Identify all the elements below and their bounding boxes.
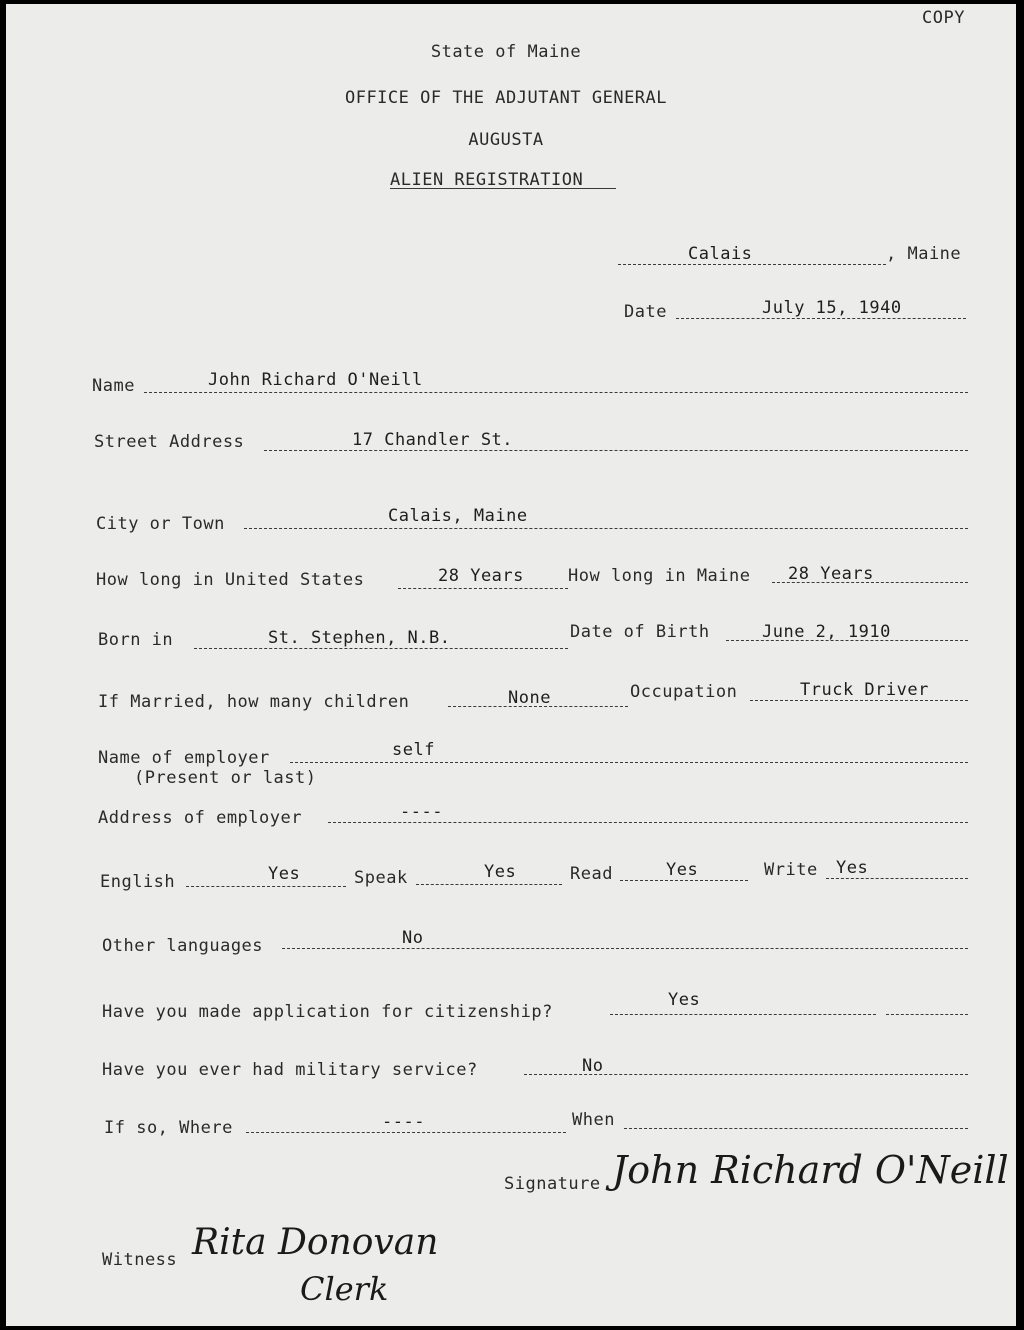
born-label: Born in bbox=[98, 630, 174, 650]
date-label: Date bbox=[624, 302, 667, 322]
form-title: ALIEN REGISTRATION bbox=[390, 170, 584, 190]
employer-line bbox=[290, 762, 968, 763]
us-years-value: 28 Years bbox=[438, 566, 524, 586]
write-line bbox=[826, 878, 968, 879]
born-line bbox=[194, 648, 568, 649]
children-line bbox=[448, 706, 628, 707]
place-line bbox=[618, 264, 886, 265]
witness-title: Clerk bbox=[300, 1270, 389, 1308]
employer-sublabel: (Present or last) bbox=[134, 768, 317, 788]
city-value: Calais, Maine bbox=[388, 506, 528, 526]
header-office: OFFICE OF THE ADJUTANT GENERAL bbox=[344, 88, 668, 108]
street-line bbox=[264, 450, 968, 451]
dob-line bbox=[726, 640, 968, 641]
me-years-value: 28 Years bbox=[788, 564, 874, 584]
me-years-label: How long in Maine bbox=[568, 566, 751, 586]
place-suffix: , Maine bbox=[886, 244, 962, 264]
employer-address-line bbox=[328, 822, 968, 823]
read-line bbox=[620, 880, 748, 881]
military-label: Have you ever had military service? bbox=[102, 1060, 478, 1080]
us-years-line bbox=[398, 588, 568, 589]
date-value: July 15, 1940 bbox=[762, 298, 902, 318]
children-label: If Married, how many children bbox=[98, 692, 410, 712]
witness-signature: Rita Donovan bbox=[192, 1222, 439, 1263]
write-label: Write bbox=[764, 860, 818, 880]
citizenship-value: Yes bbox=[668, 990, 701, 1010]
speak-value: Yes bbox=[484, 862, 517, 882]
read-label: Read bbox=[570, 864, 613, 884]
speak-line bbox=[416, 884, 562, 885]
employer-address-value: ---- bbox=[400, 802, 443, 822]
other-languages-line bbox=[282, 948, 968, 949]
military-value: No bbox=[582, 1056, 604, 1076]
other-languages-label: Other languages bbox=[102, 936, 264, 956]
city-label: City or Town bbox=[96, 514, 225, 534]
place-town: Calais bbox=[688, 244, 753, 264]
english-label: English bbox=[100, 872, 176, 892]
us-years-label: How long in United States bbox=[96, 570, 365, 590]
form-title-underline bbox=[390, 188, 616, 189]
military-line bbox=[524, 1074, 968, 1075]
where-value: ---- bbox=[382, 1112, 425, 1132]
employer-value: self bbox=[392, 740, 435, 760]
header-state: State of Maine bbox=[430, 42, 582, 62]
citizenship-label: Have you made application for citizenship? bbox=[102, 1002, 553, 1022]
english-line bbox=[186, 886, 346, 887]
signature-handwriting: John Richard O'Neill bbox=[612, 1148, 1009, 1192]
street-value: 17 Chandler St. bbox=[352, 430, 514, 450]
read-value: Yes bbox=[666, 860, 699, 880]
write-value: Yes bbox=[836, 858, 869, 878]
name-label: Name bbox=[92, 376, 135, 396]
copy-mark: COPY bbox=[922, 8, 965, 28]
occupation-label: Occupation bbox=[630, 682, 738, 702]
where-line bbox=[246, 1132, 566, 1133]
name-value: John Richard O'Neill bbox=[208, 370, 423, 390]
signature-label: Signature bbox=[504, 1174, 601, 1194]
other-languages-value: No bbox=[402, 928, 424, 948]
when-line bbox=[624, 1128, 968, 1129]
street-label: Street Address bbox=[94, 432, 245, 452]
speak-label: Speak bbox=[354, 868, 408, 888]
where-label: If so, Where bbox=[104, 1118, 233, 1138]
employer-address-label: Address of employer bbox=[98, 808, 302, 828]
date-line bbox=[676, 318, 966, 319]
witness-label: Witness bbox=[102, 1250, 178, 1270]
employer-label: Name of employer bbox=[98, 748, 270, 768]
english-value: Yes bbox=[268, 864, 301, 884]
citizenship-line bbox=[610, 1014, 876, 1015]
occupation-value: Truck Driver bbox=[800, 680, 929, 700]
city-line bbox=[244, 528, 968, 529]
citizenship-line-end bbox=[886, 1014, 968, 1015]
name-line bbox=[144, 392, 968, 393]
when-label: When bbox=[572, 1110, 615, 1130]
header-city: AUGUSTA bbox=[468, 130, 544, 150]
me-years-line bbox=[772, 582, 968, 583]
dob-label: Date of Birth bbox=[570, 622, 710, 642]
dob-value: June 2, 1910 bbox=[762, 622, 891, 642]
born-value: St. Stephen, N.B. bbox=[268, 628, 451, 648]
children-value: None bbox=[508, 688, 551, 708]
document-page bbox=[6, 4, 1016, 1326]
occupation-line bbox=[750, 700, 968, 701]
